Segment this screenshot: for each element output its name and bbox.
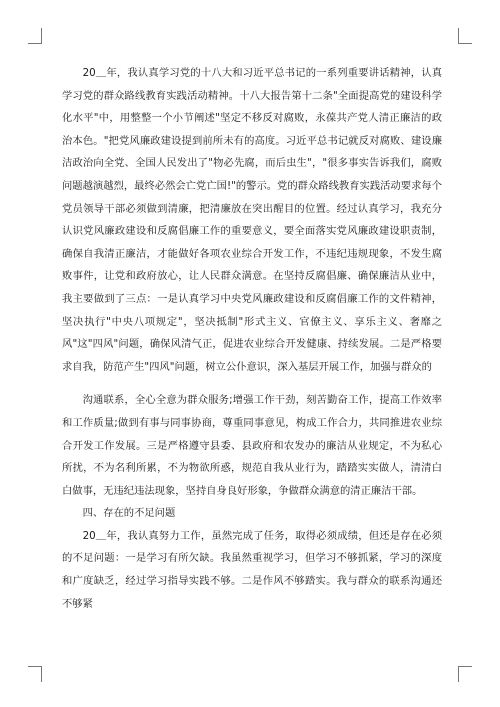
corner-mark-top-left bbox=[28, 28, 42, 44]
paragraph-study: 20＿年，我认真学习党的十八大和习近平总书记的一系列重要讲话精神，认真学习党的群众路线教育实践活动精神。十八大报告第十二条"全面提高党的建设科学化水平"中，用整整一个小节阐述"坚定不移反对腐败，永葆共产党人清正廉洁的政治本色。"把党风廉政建设提到前所未有的高度。习近平总书记就反对腐败、建设廉洁政治向全党、全国人民发出了"物必先腐，而后虫生"，"很多事实告诉我们，腐败问题越演越烈，最终必然会亡党亡国!"的警示。党的群众路线教育实践活动要求每个党员领导干部必须做到清廉，把清廉放在突出醒目的位置。经过认真学习，我充分认识党风廉政建设和反腐倡廉工作的重要意义，要全面落实党风廉政建设职责制，确保自我清正廉洁，才能做好各项农业综合开发工作，不违纪违规现象，不发生腐败事件，让党和政府放心，让人民群众满意。在坚持反腐倡廉、确保廉洁从业中，我主要做到了三点：一是认真学习中央党风廉政建设和反腐倡廉工作的文件精神，坚决执行"中央八项规定"，坚决抵制"形式主义、官僚主义、享乐主义、奢靡之风"这"四风"问题，确保风清气正，促进农业综合开发健康、持续发展。二是严格要求自我，防范产生"四风"问题，树立公仆意识，深入基层开展工作，加强与群众的 bbox=[62, 67, 442, 373]
paragraph-shortcomings: 20＿年，我认真努力工作，虽然完成了任务，取得必须成绩，但还是存在必须的不足问题：一是学习有所欠缺。我虽然重视学习，但学习不够抓紧，学习的深度和广度缺乏，经过学习指导实践不够。二是作风不够踏实。我与群众的联系沟通还不够紧 bbox=[62, 529, 442, 610]
document-body bbox=[62, 62, 442, 615]
corner-mark-bottom-right bbox=[458, 666, 472, 682]
corner-mark-top-right bbox=[458, 28, 472, 44]
corner-mark-bottom-left bbox=[28, 666, 42, 682]
paragraph-communication: 沟通联系，全心全意为群众服务;增强工作干劲，刻苦勤奋工作，提高工作效率和工作质量;做到有事与同事协商，尊重同事意见，构成工作合力，共同推进农业综合开发工作发展。三是严格遵守县委、县政府和农发办的廉洁从业规定，不为私心所扰，不为名利所累，不为物欲所惑，规范自我从业行为，踏踏实实做人，清清白白做事，无违纪违法现象，坚持自身良好形象，争做群众满意的清正廉洁干部。 bbox=[62, 394, 442, 497]
section-heading-shortcomings: 四、存在的不足问题 bbox=[82, 507, 176, 520]
